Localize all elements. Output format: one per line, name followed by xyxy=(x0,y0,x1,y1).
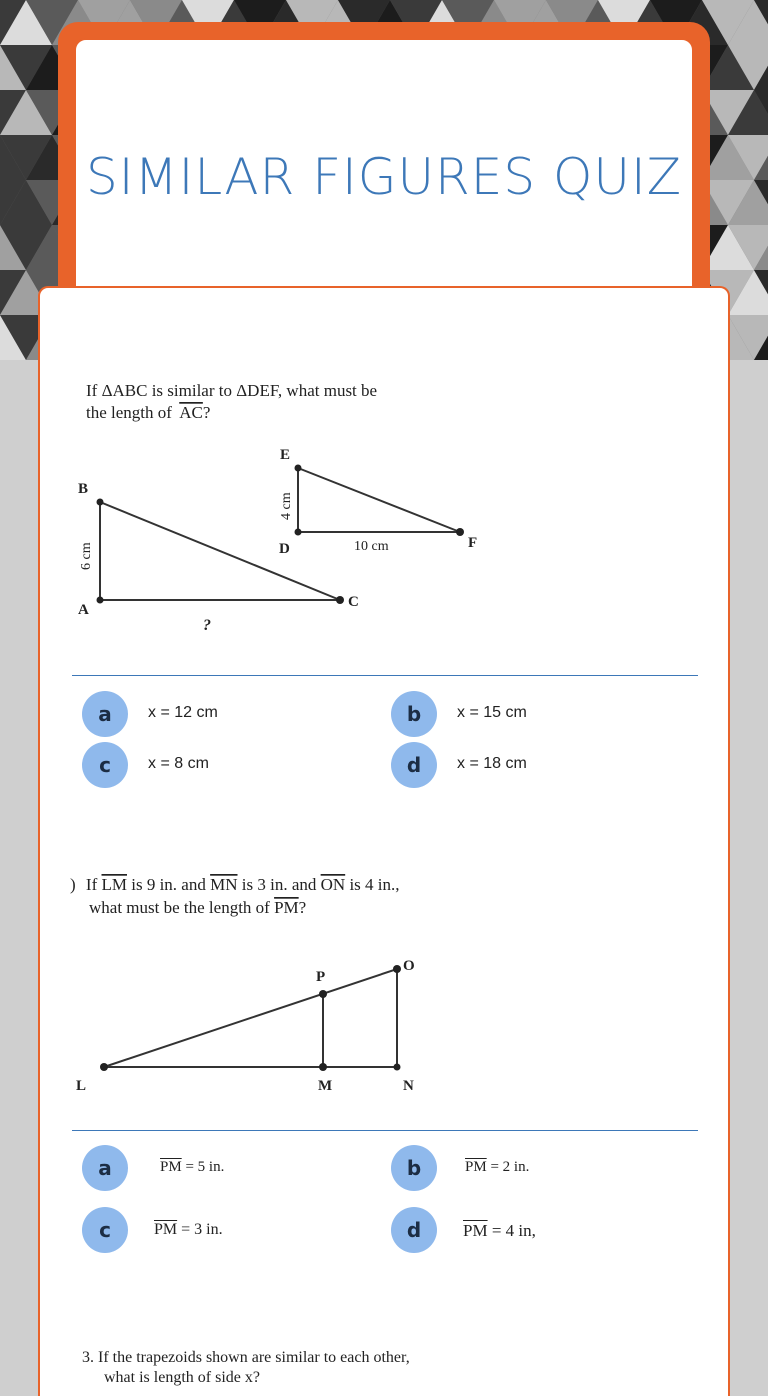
question-2-prompt-line1: ) If LM is 9 in. and MN is 3 in. and ON is 4 in., xyxy=(70,875,400,894)
question-2-image xyxy=(40,848,730,1118)
option-letter-badge[interactable]: c xyxy=(82,742,128,788)
label-p: P xyxy=(316,969,326,985)
point-p xyxy=(319,990,327,998)
question-1-divider xyxy=(72,675,698,676)
question-3-image xyxy=(40,1328,730,1396)
label-b: B xyxy=(78,481,89,497)
vertex-d xyxy=(295,529,302,536)
option-letter-badge[interactable]: b xyxy=(391,1145,437,1191)
option-text[interactable]: $\overline{PM} = 5$ in. xyxy=(160,1159,225,1175)
vertex-a xyxy=(97,597,104,604)
label-c: C xyxy=(348,594,359,610)
vertex-b xyxy=(97,499,104,506)
option-letter-badge[interactable]: d xyxy=(391,742,437,788)
question-3 xyxy=(40,1328,728,1396)
option-text[interactable]: x = 15 cm xyxy=(457,704,527,721)
question-3-prompt-line1: 3. If the trapezoids shown are similar to each other, xyxy=(82,1349,410,1366)
question-1 xyxy=(40,288,728,808)
triangle-abc xyxy=(100,502,340,600)
label-e: E xyxy=(280,447,291,463)
point-n xyxy=(394,1064,401,1071)
quiz-content xyxy=(38,286,730,1396)
question-2-divider xyxy=(72,1130,698,1131)
title-panel xyxy=(74,38,694,298)
option-text[interactable]: $\overline{PM} = 3$ in. xyxy=(154,1221,223,1238)
page-title: SIMILAR FIGURES QUIZ xyxy=(86,148,682,206)
question-1-prompt-line2: the length of AC? xyxy=(86,403,211,422)
label-l: L xyxy=(76,1078,87,1094)
vertex-f xyxy=(456,528,464,536)
question-2-prompt-line2: what must be the length of PM? xyxy=(89,898,307,917)
question-3-prompt-line2: what is length of side x? xyxy=(104,1369,260,1386)
label-f: F xyxy=(468,535,478,551)
label-m: M xyxy=(318,1078,333,1094)
option-letter-badge[interactable]: a xyxy=(82,691,128,737)
question-1-image xyxy=(40,288,730,668)
figure-lmno xyxy=(104,969,397,1067)
label-side-ab: 6 cm xyxy=(79,542,94,570)
question-1-prompt-line1: If ΔABC is similar to ΔDEF, what must be xyxy=(86,381,378,400)
option-letter-badge[interactable]: a xyxy=(82,1145,128,1191)
point-m xyxy=(319,1063,327,1071)
vertex-e xyxy=(295,465,302,472)
point-o xyxy=(393,965,401,973)
option-text[interactable]: $\overline{PM} = 4$ in, xyxy=(463,1221,536,1240)
label-side-df: 10 cm xyxy=(354,539,389,554)
label-d: D xyxy=(279,541,290,557)
point-l xyxy=(100,1063,108,1071)
segment-ac: AC xyxy=(179,403,203,422)
option-letter-badge[interactable]: b xyxy=(391,691,437,737)
label-o: O xyxy=(403,958,415,974)
label-n: N xyxy=(403,1078,414,1094)
option-text[interactable]: x = 8 cm xyxy=(148,755,209,772)
question-2 xyxy=(40,848,728,1318)
option-text[interactable]: x = 18 cm xyxy=(457,755,527,772)
option-text[interactable]: x = 12 cm xyxy=(148,704,218,721)
label-a: A xyxy=(78,602,89,618)
option-letter-badge[interactable]: c xyxy=(82,1207,128,1253)
triangle-def xyxy=(298,468,460,532)
label-side-de: 4 cm xyxy=(279,492,294,520)
label-side-ac: ? xyxy=(203,617,211,634)
option-letter-badge[interactable]: d xyxy=(391,1207,437,1253)
option-text[interactable]: $\overline{PM} = 2$ in. xyxy=(465,1159,530,1175)
vertex-c xyxy=(336,596,344,604)
